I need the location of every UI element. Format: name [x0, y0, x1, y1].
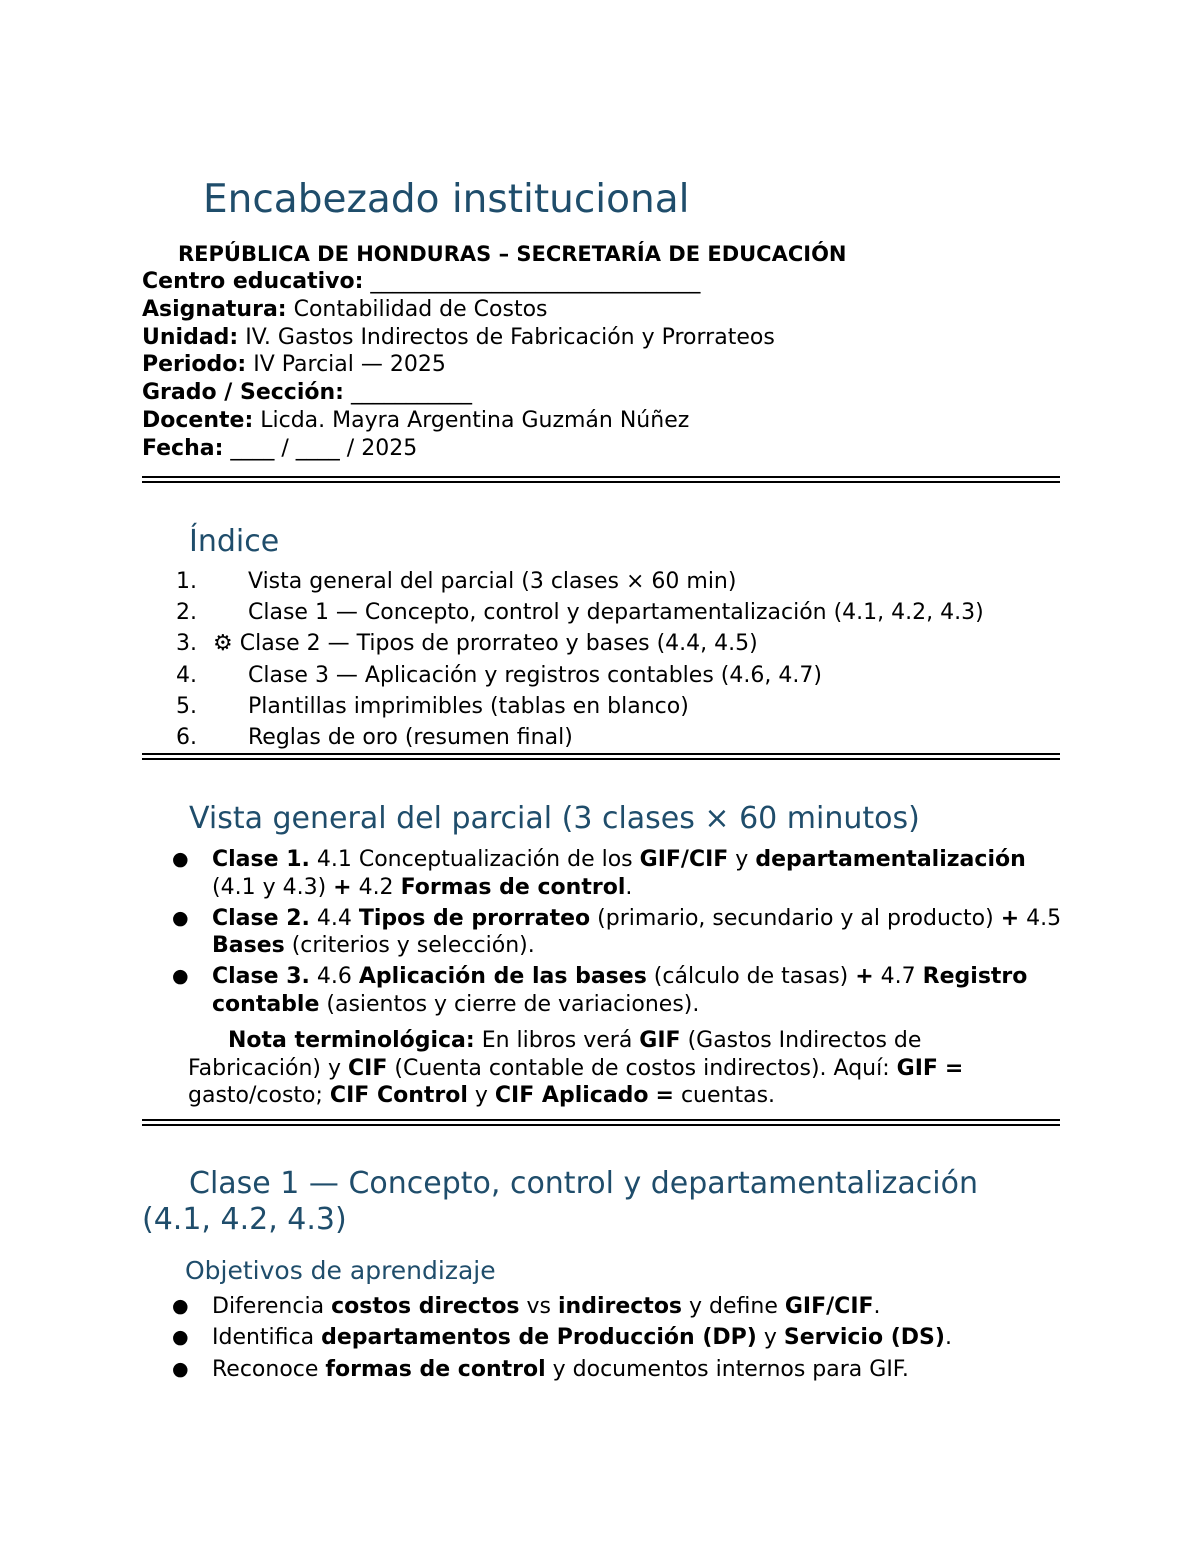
field-asignatura	[142, 296, 775, 324]
text-run: 4.2	[351, 874, 401, 900]
field-value: Licda. Mayra Argentina Guzmán Núñez	[260, 407, 690, 433]
text-run: .	[873, 1294, 881, 1319]
text-run: 4.6	[309, 964, 359, 989]
text-run: En libros verá	[474, 1028, 640, 1053]
text-run: vs	[519, 1294, 558, 1319]
field-value: Contabilidad de Costos	[293, 296, 548, 322]
index-number: 2.	[176, 600, 197, 626]
bold-text: departamentos de Producción (DP)	[321, 1325, 757, 1351]
text-run: Identifica	[212, 1325, 322, 1351]
bullet-icon: ●	[172, 1357, 189, 1380]
bold-text: Tipos de prorrateo	[358, 905, 591, 931]
bold-text: GIF/CIF	[639, 847, 729, 872]
rich-text	[188, 1028, 963, 1108]
index-text: Plantillas imprimibles (tablas en blanco)	[248, 693, 689, 719]
text-run	[649, 1083, 656, 1108]
field-centro	[142, 268, 775, 296]
field-value: ___________	[350, 380, 472, 406]
header-title: Encabezado institucional	[203, 177, 690, 222]
overview-bullets	[172, 846, 1072, 1022]
text-run: (4.1 y 4.3)	[212, 874, 334, 900]
section-divider	[142, 753, 1060, 760]
bold-text: formas de control	[325, 1356, 546, 1382]
index-text: ⚙ Clase 2 — Tipos de prorrateo y bases (4.4, 4.5)	[213, 631, 758, 657]
clase1-title-line2: (4.1, 4.2, 4.3)	[142, 1202, 347, 1237]
text-run: 4.4	[309, 905, 359, 931]
overview-bullet	[172, 905, 1072, 960]
field-value: ____ / ____ / 2025	[230, 435, 418, 461]
text-run: y	[756, 1325, 784, 1351]
text-run: (Cuenta contable de costos indirectos). Aquí:	[387, 1055, 897, 1081]
bold-text: CIF	[348, 1055, 388, 1081]
bold-text: CIF Aplicado	[494, 1083, 649, 1109]
bold-text: +	[855, 964, 874, 989]
objective-bullet	[172, 1293, 1072, 1321]
field-label: Grado / Sección:	[142, 380, 344, 406]
text-run: 4.5	[1019, 905, 1062, 931]
text-run: 4.1 Conceptualización de los	[309, 847, 640, 872]
index-number: 6.	[176, 724, 197, 750]
bold-text: Registro contable	[212, 964, 1028, 1017]
text-run: .	[625, 874, 633, 900]
field-label: Unidad:	[142, 324, 239, 350]
terminology-note	[188, 1027, 1028, 1110]
text-run: .	[944, 1325, 952, 1351]
index-text: Clase 3 — Aplicación y registros contables (4.6, 4.7)	[248, 662, 822, 688]
bold-text: indirectos	[558, 1294, 683, 1319]
text-run: y	[467, 1083, 495, 1109]
bold-text: Clase 3.	[212, 964, 310, 989]
index-number: 4.	[176, 662, 197, 688]
overview-title: Vista general del parcial (3 clases × 60 minutos)	[189, 801, 920, 836]
text-run: Reconoce	[212, 1356, 326, 1382]
bold-text: departamentalización	[755, 847, 1026, 872]
bold-text: =	[655, 1083, 674, 1109]
objective-bullet	[172, 1356, 1072, 1384]
bullet-icon: ●	[172, 1326, 189, 1349]
field-label: Asignatura:	[142, 296, 287, 322]
bold-text: Servicio (DS)	[783, 1325, 945, 1351]
bold-text: +	[333, 874, 352, 900]
index-number: 3.	[176, 631, 197, 657]
field-value: ______________________________	[370, 269, 701, 294]
text-run: cuentas.	[673, 1083, 776, 1109]
field-value: IV Parcial — 2025	[253, 352, 446, 378]
index-text: Reglas de oro (resumen final)	[248, 724, 573, 750]
field-docente	[142, 407, 775, 435]
rich-text	[212, 847, 1026, 900]
index-text: Vista general del parcial (3 clases × 60 min)	[248, 569, 737, 594]
field-periodo	[142, 351, 775, 379]
bold-text: Clase 2.	[212, 905, 310, 931]
field-fecha	[142, 435, 775, 463]
text-run: (Gastos Indirectos de Fabricación) y	[188, 1028, 922, 1081]
clase1-title-line1: Clase 1 — Concepto, control y departamentalización	[189, 1166, 979, 1201]
field-label: Docente:	[142, 407, 254, 433]
text-run: y documentos internos para GIF.	[545, 1356, 909, 1382]
bold-text: costos directos	[331, 1294, 520, 1319]
bold-text: GIF	[896, 1055, 938, 1081]
bullet-icon: ●	[172, 965, 189, 987]
field-unidad	[142, 324, 775, 352]
field-value: IV. Gastos Indirectos de Fabricación y Prorrateos	[245, 324, 775, 350]
field-label: Fecha:	[142, 435, 224, 461]
objective-bullet	[172, 1324, 1072, 1352]
bold-text: CIF Control	[329, 1083, 468, 1109]
rich-text	[212, 1294, 881, 1319]
text-run: 4.7	[873, 964, 923, 989]
section-divider	[142, 1119, 1060, 1126]
text-run: (cálculo de tasas)	[646, 964, 856, 989]
index-number: 1.	[176, 569, 197, 594]
text-run: gasto/costo;	[188, 1083, 330, 1109]
index-title: Índice	[189, 524, 280, 559]
overview-bullet	[172, 846, 1072, 901]
bold-text: Aplicación de las bases	[358, 964, 647, 989]
bold-text: =	[944, 1055, 964, 1081]
field-label: Centro educativo:	[142, 269, 364, 294]
bold-text: Nota terminológica:	[228, 1028, 475, 1053]
bold-text: Bases	[212, 933, 285, 958]
institution-line: REPÚBLICA DE HONDURAS – SECRETARÍA DE EDUCACIÓN	[178, 242, 847, 266]
text-run: (primario, secundario y al producto)	[590, 905, 1001, 931]
bold-text: GIF/CIF	[784, 1294, 874, 1319]
rich-text	[212, 964, 1027, 1017]
rich-text	[212, 906, 1061, 959]
text-run	[938, 1056, 945, 1081]
bullet-icon: ●	[172, 848, 189, 870]
index-text: Clase 1 — Concepto, control y departamentalización (4.1, 4.2, 4.3)	[248, 600, 984, 626]
text-run: y	[728, 847, 756, 872]
field-label: Periodo:	[142, 352, 247, 378]
bold-text: Formas de control	[400, 874, 626, 900]
bold-text: GIF	[639, 1028, 681, 1053]
objectives-title: Objetivos de aprendizaje	[185, 1256, 496, 1285]
header-fields	[142, 268, 775, 463]
section-divider	[142, 476, 1060, 483]
bold-text: Clase 1.	[212, 847, 310, 872]
bullet-icon: ●	[172, 906, 189, 929]
field-grado	[142, 379, 775, 407]
index-number: 5.	[176, 693, 197, 719]
rich-text	[212, 1357, 909, 1382]
bullet-icon: ●	[172, 1295, 189, 1317]
text-run: y define	[682, 1294, 785, 1319]
text-run: Diferencia	[212, 1294, 332, 1319]
rich-text	[212, 1325, 952, 1350]
overview-bullet	[172, 963, 1072, 1018]
clase1-title	[142, 1166, 1060, 1238]
bold-text: +	[1000, 905, 1020, 931]
text-run: (asientos y cierre de variaciones).	[319, 991, 700, 1017]
text-run: (criterios y selección).	[284, 933, 535, 958]
objectives-bullets	[172, 1293, 1072, 1387]
